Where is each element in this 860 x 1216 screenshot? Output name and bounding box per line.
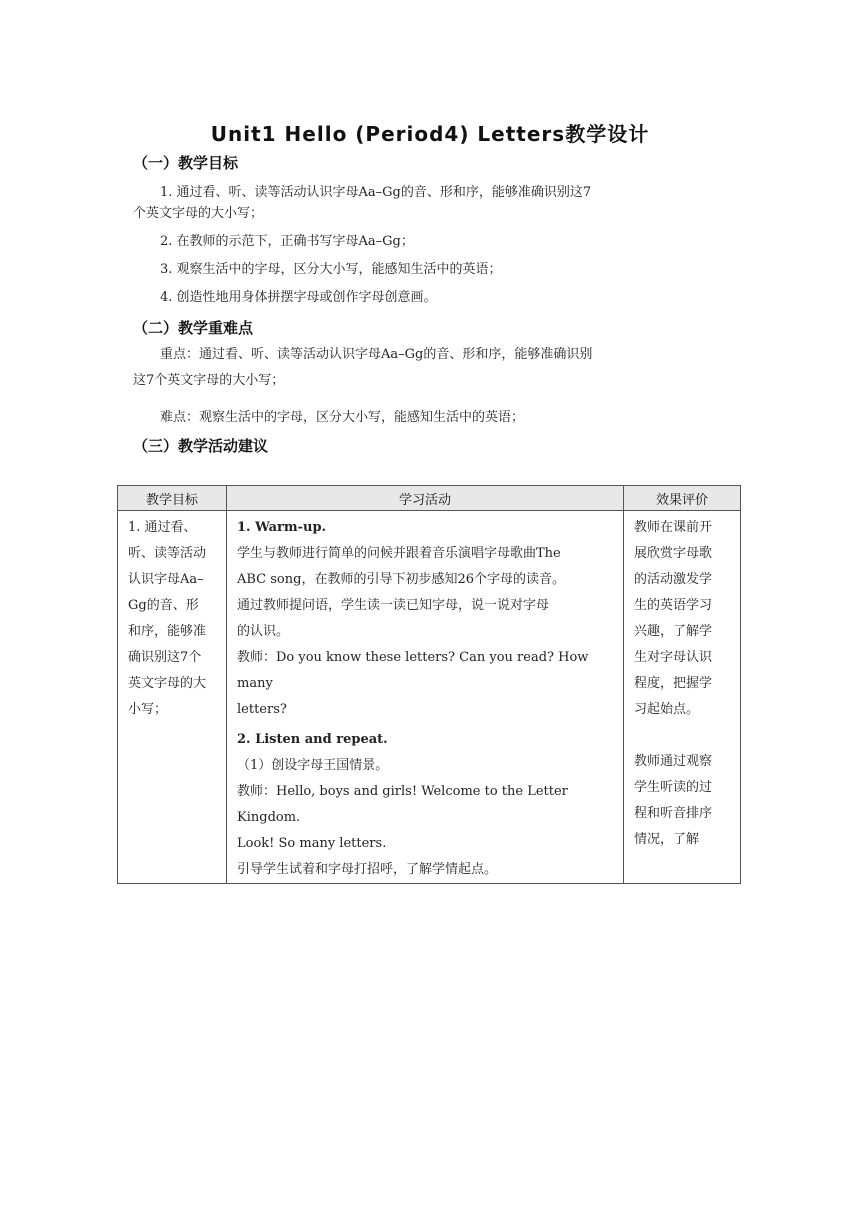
eval-line: 教师通过观察 xyxy=(634,754,713,769)
activity-line: 教师：Hello, boys and girls! Welcome to the Letter Kingdom. xyxy=(237,784,568,825)
activity-line: （1）创设字母王国情景。 xyxy=(237,758,389,773)
activity-cell xyxy=(227,511,624,884)
header-teaching-goal: 教学目标 xyxy=(118,486,227,511)
warmup-title: 1. Warm-up. xyxy=(237,520,327,535)
objective-item-2: 2. 在教师的示范下，正确书写字母Aa–Gg； xyxy=(160,234,414,249)
goal-line: 认识字母Aa– xyxy=(128,572,204,587)
eval-line: 生的英语学习 xyxy=(634,598,713,613)
activity-line: ABC song，在教师的引导下初步感知26个字母的读音。 xyxy=(237,572,565,587)
activity-line: Look! So many letters. xyxy=(237,836,387,851)
section-heading-objectives: （一）教学目标 xyxy=(133,154,239,172)
objective-item-1-cont: 个英文字母的大小写； xyxy=(133,206,264,221)
evaluation-cell xyxy=(624,511,741,884)
goal-line: 1. 通过看、 xyxy=(128,520,197,535)
goal-line: 和序，能够准 xyxy=(128,624,207,639)
section-heading-key-points: （二）教学重难点 xyxy=(133,319,254,337)
eval-line: 程和听音排序 xyxy=(634,806,713,821)
objective-item-3: 3. 观察生活中的字母，区分大小写，能感知生活中的英语； xyxy=(160,262,502,277)
goal-line: 听、读等活动 xyxy=(128,546,207,561)
goal-cell xyxy=(118,511,227,884)
goal-line: 确识别这7个 xyxy=(128,650,202,665)
eval-line: 生对字母认识 xyxy=(634,650,713,665)
eval-line: 的活动激发学 xyxy=(634,572,713,587)
eval-line: 程度，把握学 xyxy=(634,676,713,691)
eval-line: 展欣赏字母歌 xyxy=(634,546,713,561)
listen-title: 2. Listen and repeat. xyxy=(237,732,388,747)
eval-line: 教师在课前开 xyxy=(634,520,713,535)
eval-line: 情况，了解 xyxy=(634,832,700,847)
section-heading-activities: （三）教学活动建议 xyxy=(133,437,269,455)
table-header-row xyxy=(118,486,741,511)
goal-line: 小写； xyxy=(128,702,168,717)
activity-line: letters? xyxy=(237,702,287,717)
table-row xyxy=(118,511,741,884)
eval-line: 习起始点。 xyxy=(634,702,700,717)
activity-line: 教师：Do you know these letters? Can you read? How many xyxy=(237,650,589,691)
eval-line: 兴趣，了解学 xyxy=(634,624,713,639)
key-point-line-1: 重点：通过看、听、读等活动认识字母Aa–Gg的音、形和序，能够准确识别 xyxy=(160,347,593,362)
header-effect-evaluation: 效果评价 xyxy=(624,486,741,511)
activity-line: 的认识。 xyxy=(237,624,290,639)
key-point-line-2: 这7个英文字母的大小写； xyxy=(133,373,285,388)
activity-line: 引导学生试着和字母打招呼，了解学情起点。 xyxy=(237,862,498,877)
activity-table xyxy=(117,485,741,884)
header-learning-activity: 学习活动 xyxy=(227,486,624,511)
activity-line: 通过教师提问语，学生读一读已知字母，说一说对字母 xyxy=(237,598,550,613)
eval-spacer xyxy=(634,723,732,749)
goal-line: 英文字母的大 xyxy=(128,676,207,691)
objective-item-1: 1. 通过看、听、读等活动认识字母Aa–Gg的音、形和序，能够准确识别这7 xyxy=(160,185,592,200)
objective-item-4: 4. 创造性地用身体拼摆字母或创作字母创意画。 xyxy=(160,290,437,305)
eval-line: 学生听读的过 xyxy=(634,780,713,795)
document-title: Unit1 Hello (Period4) Letters教学设计 xyxy=(210,122,650,146)
goal-line: Gg的音、形 xyxy=(128,598,199,613)
activity-line: 学生与教师进行简单的问候并跟着音乐演唱字母歌曲The xyxy=(237,546,561,561)
difficulty-line: 难点：观察生活中的字母，区分大小写，能感知生活中的英语； xyxy=(160,410,525,425)
